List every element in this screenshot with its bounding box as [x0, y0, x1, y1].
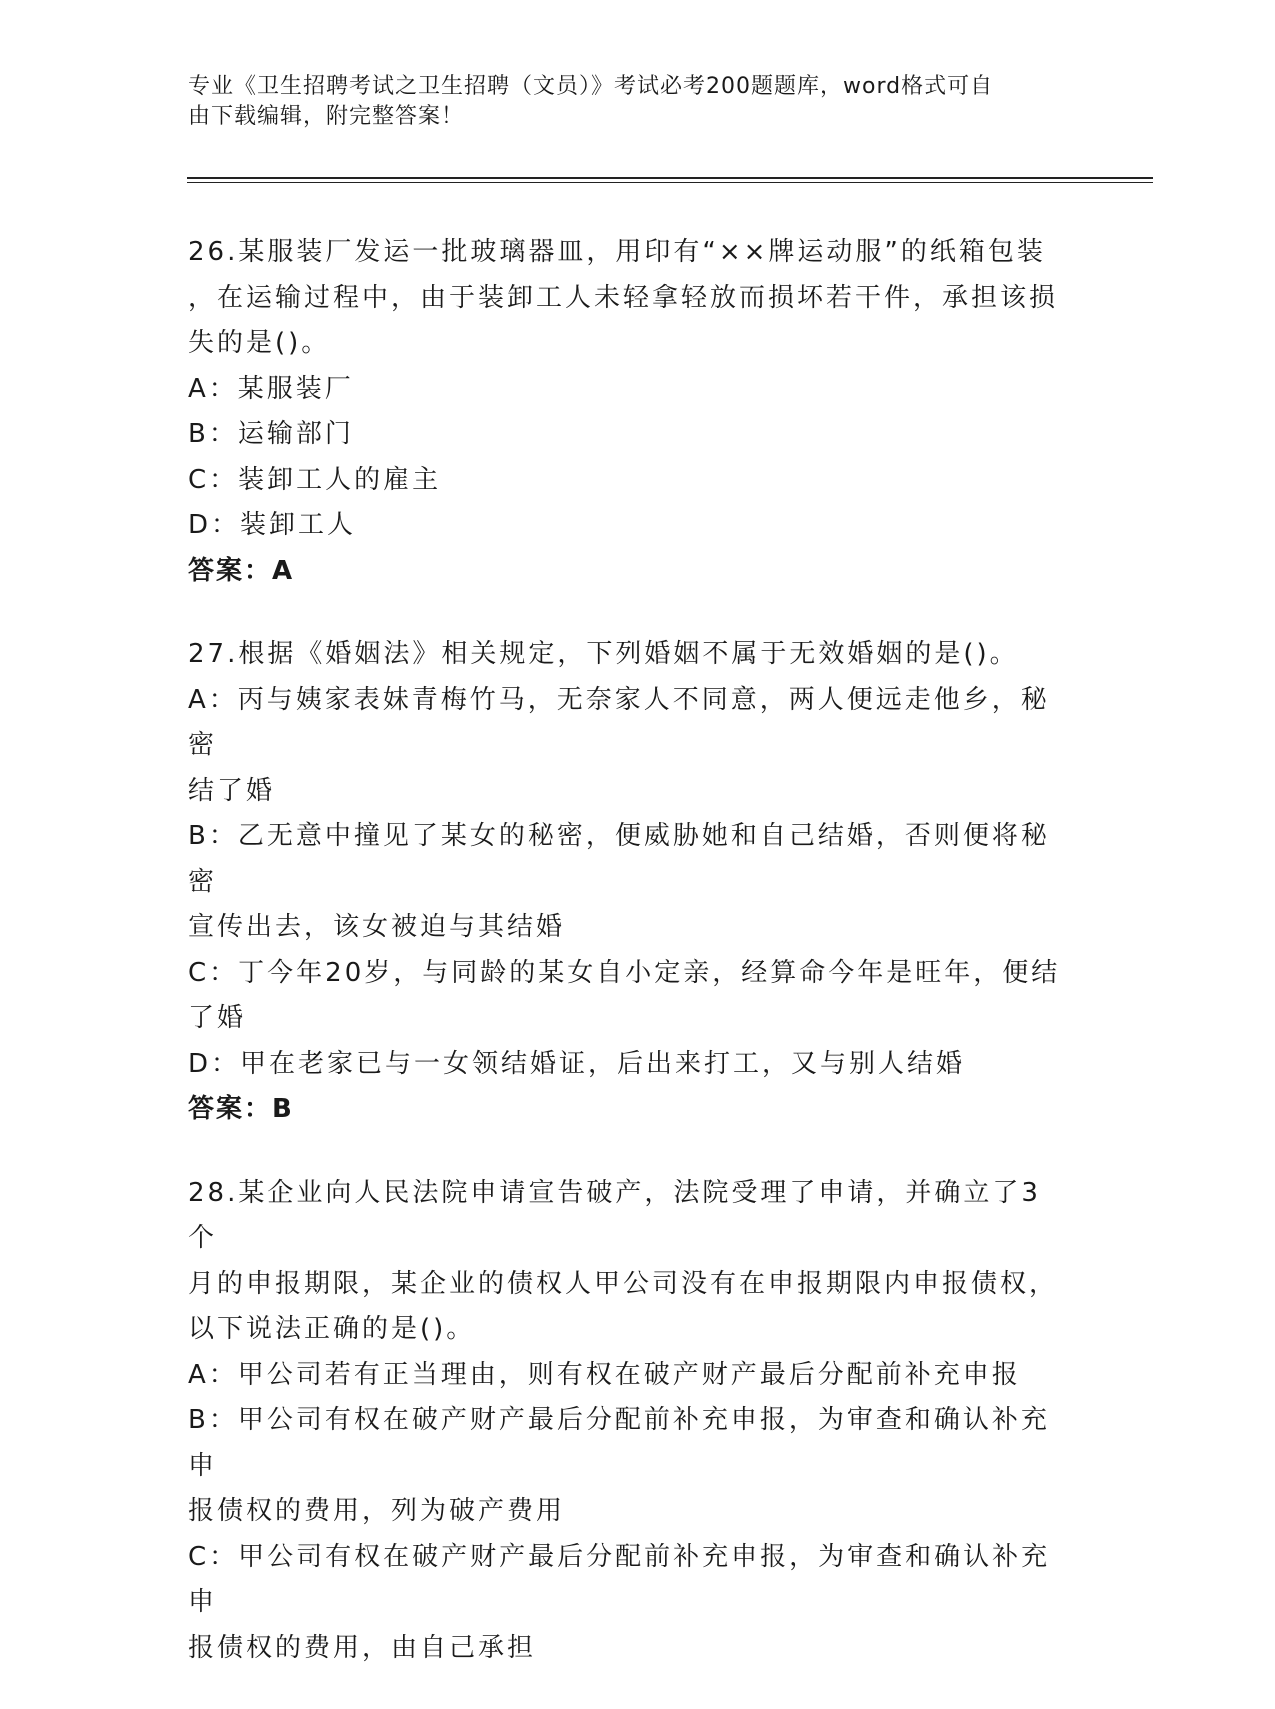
- answer-option-line: D：甲在老家已与一女领结婚证，后出来打工，又与别人结婚: [188, 1048, 966, 1079]
- answer-option-line: B：运输部门: [188, 419, 354, 449]
- question-stem-line: 26.某服装厂发运一批玻璃器皿，用印有“××牌运动服”的纸箱包装: [188, 237, 1046, 267]
- answer-key: 答案：B: [188, 1094, 294, 1124]
- answer-option-line: C：丁今年20岁，与同龄的某女自小定亲，经算命今年是旺年，便结: [188, 957, 1061, 988]
- answer-option-line: A：某服装厂: [188, 373, 354, 404]
- answer-option-line: D：装卸工人: [188, 510, 357, 540]
- answer-option-line: C：甲公司有权在破产财产最后分配前补充申报，为审查和确认补充申: [188, 1541, 1051, 1617]
- header-rule-thin: [187, 182, 1153, 183]
- question-stem-line: 27.根据《婚姻法》相关规定，下列婚姻不属于无效婚姻的是()。: [188, 639, 1019, 669]
- answer-option-line: 宣传出去，该女被迫与其结婚: [188, 912, 566, 942]
- answer-option-line: C：装卸工人的雇主: [188, 464, 442, 495]
- answer-option-line: A：丙与姨家表妹青梅竹马，无奈家人不同意，两人便远走他乡，秘密: [188, 684, 1050, 760]
- document-header: [188, 72, 1068, 132]
- question-block: [188, 1171, 1068, 1672]
- answer-option-line: B：乙无意中撞见了某女的秘密，便威胁她和自己结婚，否则便将秘密: [188, 821, 1050, 897]
- question-stem-line: ，在运输过程中，由于装卸工人未轻拿轻放而损坏若干件，承担该损: [188, 282, 1059, 313]
- header-line-1: 专业《卫生招聘考试之卫生招聘（文员）》考试必考200题题库，word格式可自: [188, 74, 994, 99]
- question-block: [188, 632, 1068, 1133]
- question-stem-line: 失的是()。: [188, 328, 331, 358]
- answer-option-line: 报债权的费用，由自己承担: [188, 1632, 537, 1663]
- answer-option-line: 结了婚: [188, 775, 276, 806]
- question-stem-line: 28.某企业向人民法院申请宣告破产，法院受理了申请，并确立了3个: [188, 1177, 1041, 1253]
- answer-option-line: B：甲公司有权在破产财产最后分配前补充申报，为审查和确认补充申: [188, 1405, 1050, 1481]
- question-list: [188, 230, 1068, 1709]
- question-block: [188, 230, 1068, 594]
- answer-option-line: 了婚: [188, 1003, 247, 1033]
- answer-key: 答案：A: [188, 555, 295, 586]
- question-stem-line: 月的申报期限，某企业的债权人甲公司没有在申报期限内申报债权，: [188, 1268, 1059, 1299]
- answer-option-line: 报债权的费用，列为破产费用: [188, 1496, 566, 1526]
- header-line-2: 由下载编辑，附完整答案！: [188, 104, 465, 129]
- question-stem-line: 以下说法正确的是()。: [188, 1314, 476, 1344]
- header-rule-thick: [187, 177, 1153, 179]
- answer-option-line: A：甲公司若有正当理由，则有权在破产财产最后分配前补充申报: [188, 1359, 1021, 1390]
